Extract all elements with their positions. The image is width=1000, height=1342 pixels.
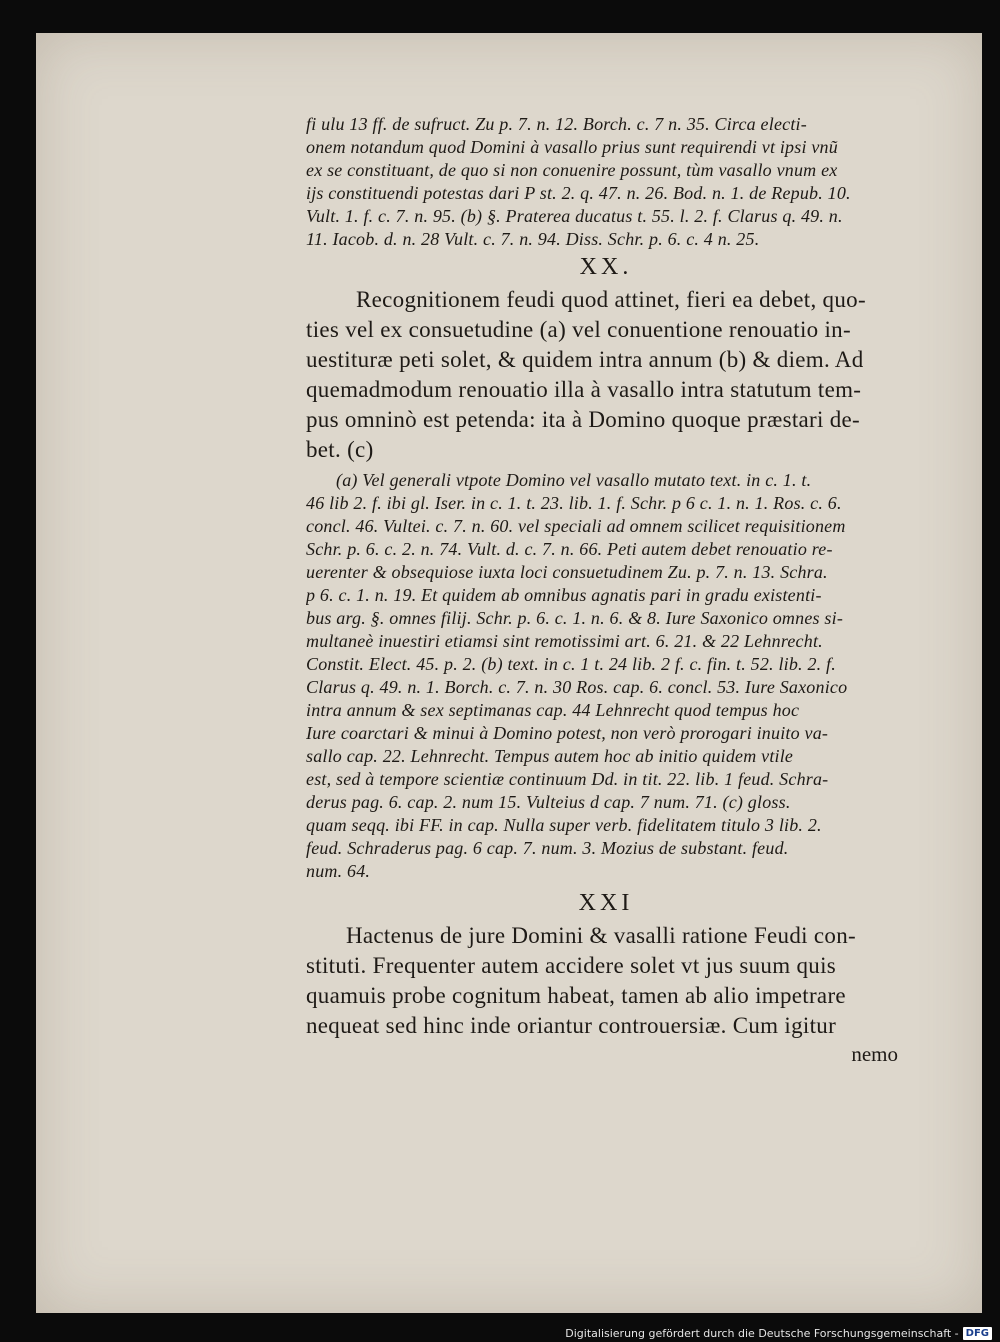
body-line: Hactenus de jure Domini & vasalli ratione Feudi con-	[346, 923, 856, 948]
footnote-top	[306, 113, 906, 251]
body-line: quemadmodum renouatio illa à vasallo intra statutum tem-	[306, 377, 862, 402]
section-heading-xx: XX.	[579, 254, 633, 280]
note-line: bus arg. §. omnes filij. Schr. p. 6. c. 1. n. 6. & 8. Iure Saxonico omnes si-	[306, 608, 844, 628]
note-line: num. 64.	[306, 861, 371, 881]
footnote-line: fi ulu 13 ff. de sufruct. Zu p. 7. n. 12. Borch. c. 7 n. 35. Circa electi-	[306, 114, 807, 134]
note-line: intra annum & sex septimanas cap. 44 Lehnrecht quod tempus hoc	[306, 700, 800, 720]
note-line: derus pag. 6. cap. 2. num 15. Vulteius d cap. 7 num. 71. (c) gloss.	[306, 792, 791, 812]
note-line: concl. 46. Vultei. c. 7. n. 60. vel speciali ad omnem scilicet requisitionem	[306, 516, 846, 536]
dfg-logo: DFG	[963, 1327, 992, 1340]
body-line: ties vel ex consuetudine (a) vel conuentione renouatio in-	[306, 317, 851, 342]
note-line: (a) Vel generali vtpote Domino vel vasallo mutato text. in c. 1. t.	[336, 470, 812, 490]
footer-credit: Digitalisierung gefördert durch die Deutsche Forschungsgemeinschaft -	[565, 1327, 959, 1340]
note-line: multaneè inuestiri etiamsi sint remotissimi art. 6. 21. & 22 Lehnrecht.	[306, 631, 823, 651]
body-line: nequeat sed hinc inde oriantur controuersiæ. Cum igitur	[306, 1013, 837, 1038]
section-heading-xxi: XXI	[578, 890, 634, 916]
section-xx-body	[306, 285, 906, 465]
body-line: uestituræ peti solet, & quidem intra annum (b) & diem. Ad	[306, 347, 864, 372]
note-line: 46 lib 2. f. ibi gl. Iser. in c. 1. t. 23. lib. 1. f. Schr. p 6 c. 1. n. 1. Ros. c. 6.	[306, 493, 842, 513]
note-line: p 6. c. 1. n. 19. Et quidem ab omnibus agnatis pari in gradu existenti-	[306, 585, 822, 605]
digitization-footer	[565, 1327, 992, 1340]
footnote-line: ijs constituendi potestas dari P st. 2. q. 47. n. 26. Bod. n. 1. de Repub. 10.	[306, 183, 851, 203]
footnote-line: onem notandum quod Domini à vasallo prius sunt requirendi vt ipsi vnũ	[306, 137, 838, 157]
note-line: Iure coarctari & minui à Domino potest, non verò prorogari inuito va-	[306, 723, 829, 743]
body-line: quamuis probe cognitum habeat, tamen ab alio impetrare	[306, 983, 846, 1008]
catchword: nemo	[851, 1042, 898, 1066]
note-line: Constit. Elect. 45. p. 2. (b) text. in c. 1 t. 24 lib. 2 f. c. fin. t. 52. lib. 2. f.	[306, 654, 836, 674]
note-line: Clarus q. 49. n. 1. Borch. c. 7. n. 30 Ros. cap. 6. concl. 53. Iure Saxonico	[306, 677, 848, 697]
scanned-page	[36, 33, 982, 1313]
note-line: feud. Schraderus pag. 6 cap. 7. num. 3. Mozius de substant. feud.	[306, 838, 789, 858]
body-line: Recognitionem feudi quod attinet, fieri ea debet, quo-	[356, 287, 866, 312]
body-line: pus omninò est petenda: ita à Domino quoque præstari de-	[306, 407, 860, 432]
footnote-line: ex se constituant, de quo si non conuenire possunt, tùm vasallo vnum ex	[306, 160, 838, 180]
footnote-line: 11. Iacob. d. n. 28 Vult. c. 7. n. 94. Diss. Schr. p. 6. c. 4 n. 25.	[306, 229, 760, 249]
note-line: sallo cap. 22. Lehnrecht. Tempus autem hoc ab initio quidem vtile	[306, 746, 794, 766]
footnote-line: Vult. 1. f. c. 7. n. 95. (b) §. Praterea ducatus t. 55. l. 2. f. Clarus q. 49. n.	[306, 206, 843, 226]
section-xx-notes	[306, 469, 906, 883]
body-line: stituti. Frequenter autem accidere solet vt jus suum quis	[306, 953, 837, 978]
text-block	[306, 113, 906, 1067]
section-xxi-body	[306, 921, 906, 1041]
body-line: bet. (c)	[306, 437, 374, 462]
note-line: est, sed à tempore scientiæ continuum Dd. in tit. 22. lib. 1 feud. Schra-	[306, 769, 829, 789]
note-line: Schr. p. 6. c. 2. n. 74. Vult. d. c. 7. n. 66. Peti autem debet renouatio re-	[306, 539, 833, 559]
note-line: quam seqq. ibi FF. in cap. Nulla super verb. fidelitatem titulo 3 lib. 2.	[306, 815, 822, 835]
note-line: uerenter & obsequiose iuxta loci consuetudinem Zu. p. 7. n. 13. Schra.	[306, 562, 828, 582]
